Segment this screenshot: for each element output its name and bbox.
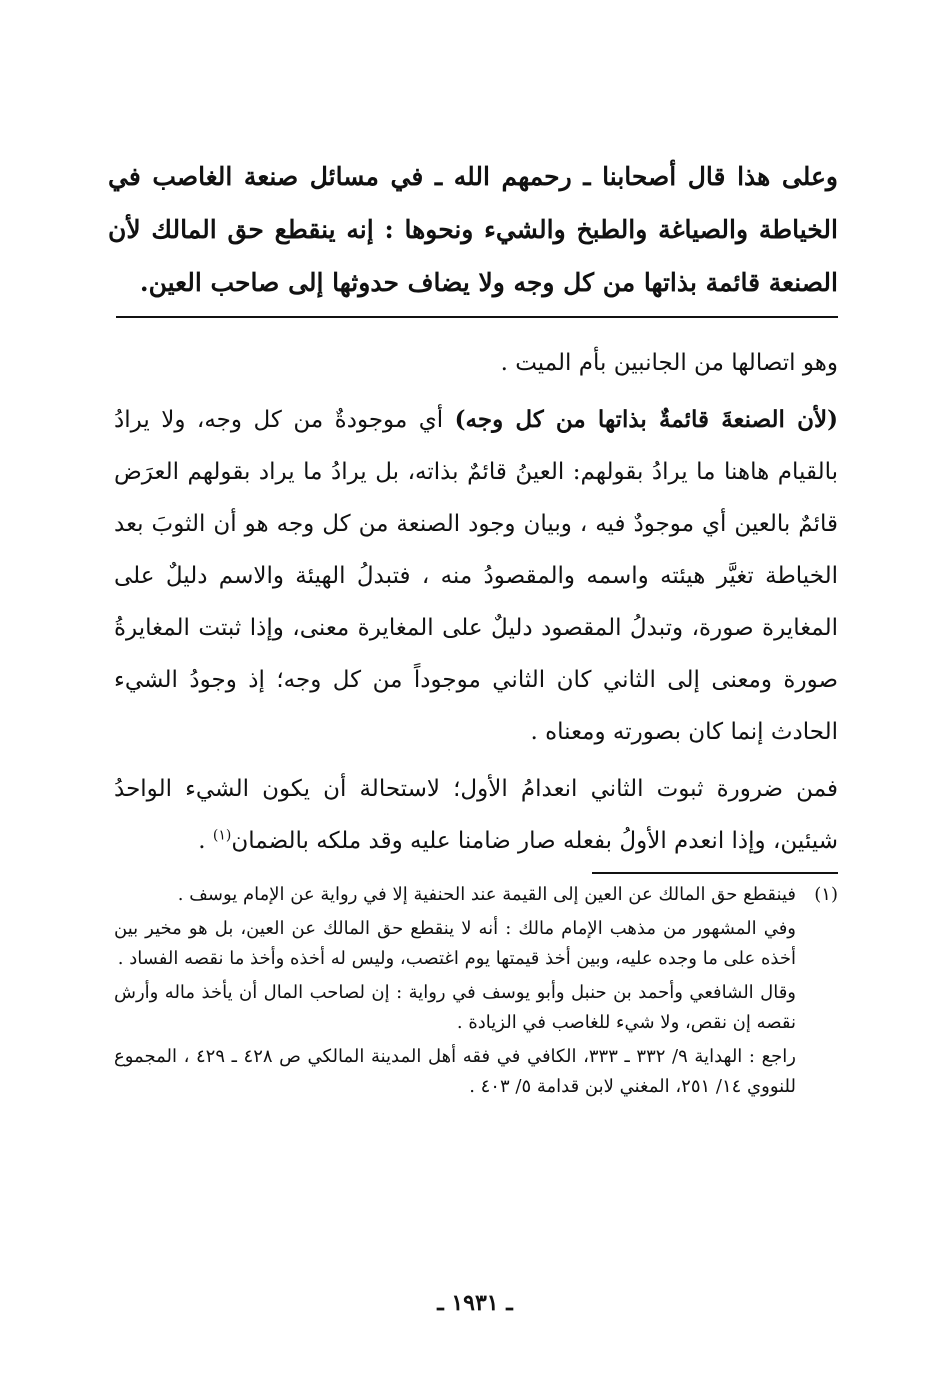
commentary-paragraph-1: وهو اتصالها من الجانبين بأم الميت . [500,350,838,376]
footnote-1 [114,880,838,1102]
footnote-line: راجع : الهداية ٩/ ٣٣٢ ـ ٣٣٣، الكافي في فقه أهل المدينة المالكي ص ٤٢٨ ـ ٤٢٩ ، المجموع للنووي ١٤/ ٢٥١، المغني لابن قدامة ٥/ ٤٠٣ . [114,1046,796,1097]
quoted-matn: (لأن الصنعةَ قائمةٌ بذاتها من كل وجه) [454,406,838,433]
commentary-paragraph-2 [114,394,838,758]
matn-text: وعلى هذا قال أصحابنا ـ رحمهم الله ـ في مسائل صنعة الغاصب في الخياطة والصياغة والطبخ والشيء ونحوها : إنه ينقطع حق المالك لأن الصنعة قائمة بذاتها من كل وجه ولا يضاف حدوثها إلى صاحب العين. [108,162,838,297]
page-number: ـ ١٩٣١ ـ [437,1290,513,1316]
footnote-separator-rule [592,872,838,874]
commentary-paragraph-2-text: أي موجودةٌ من كل وجه، ولا يرادُ بالقيام هاهنا ما يرادُ بقولهم: العينُ قائمٌ بذاته، بل يرادُ ما يراد بقولهم العرَض قائمٌ بالعين أي موجودٌ فيه ، وبيان وجود الصنعة من كل وجه هو أن الثوبَ بعد الخياطة تغيَّر هيئته واسمه والمقصودُ منه ، فتبدلُ الهيئة والاسم دليلٌ على المغايرة صورة، وتبدلُ المقصود دليلٌ على المغايرة معنى، وإذا ثبتت المغايرةُ صورة ومعنى إلى الثاني كان الثاني موجوداً من كل وجه؛ إذ وجودُ الشيء الحادث إنما كان بصورته ومعناه . [114,407,838,745]
sharh-commentary [114,337,838,867]
footnote-reference-1[interactable]: (١) [212,827,232,844]
footnote-line: وقال الشافعي وأحمد بن حنبل وأبو يوسف في رواية : إن لصاحب المال أن يأخذ ماله وأرش نقصه إن نقص، ولا شيء للغاصب في الزيادة . [114,982,796,1033]
footnotes-section [114,880,838,1102]
commentary-paragraph-3-text: فمن ضرورة ثبوت الثاني انعدامُ الأول؛ لاستحالة أن يكون الشيء الواحدُ شيئين، وإذا انعدم الأولُ بفعله صار ضامنا عليه وقد ملكه بالضمان [114,776,838,854]
commentary-paragraph-3 [114,763,838,867]
commentary-paragraph-3-end: . [198,828,213,854]
footnote-line: وفي المشهور من مذهب الإمام مالك : أنه لا ينقطع حق المالك عن العين، بل هو مخير بين أخذه على ما وجده عليه، وبين أخذ قيمتها يوم اغتصب، وليس له أخذه وأخذ ما نقصه الفساد . [114,918,796,969]
footnote-line: فينقطع حق المالك عن العين إلى القيمة عند الحنفية إلا في رواية عن الإمام يوسف . [177,884,796,905]
footnote-body [114,880,796,1102]
footnote-number: (١) [814,884,838,905]
matn-separator-rule [116,316,838,318]
